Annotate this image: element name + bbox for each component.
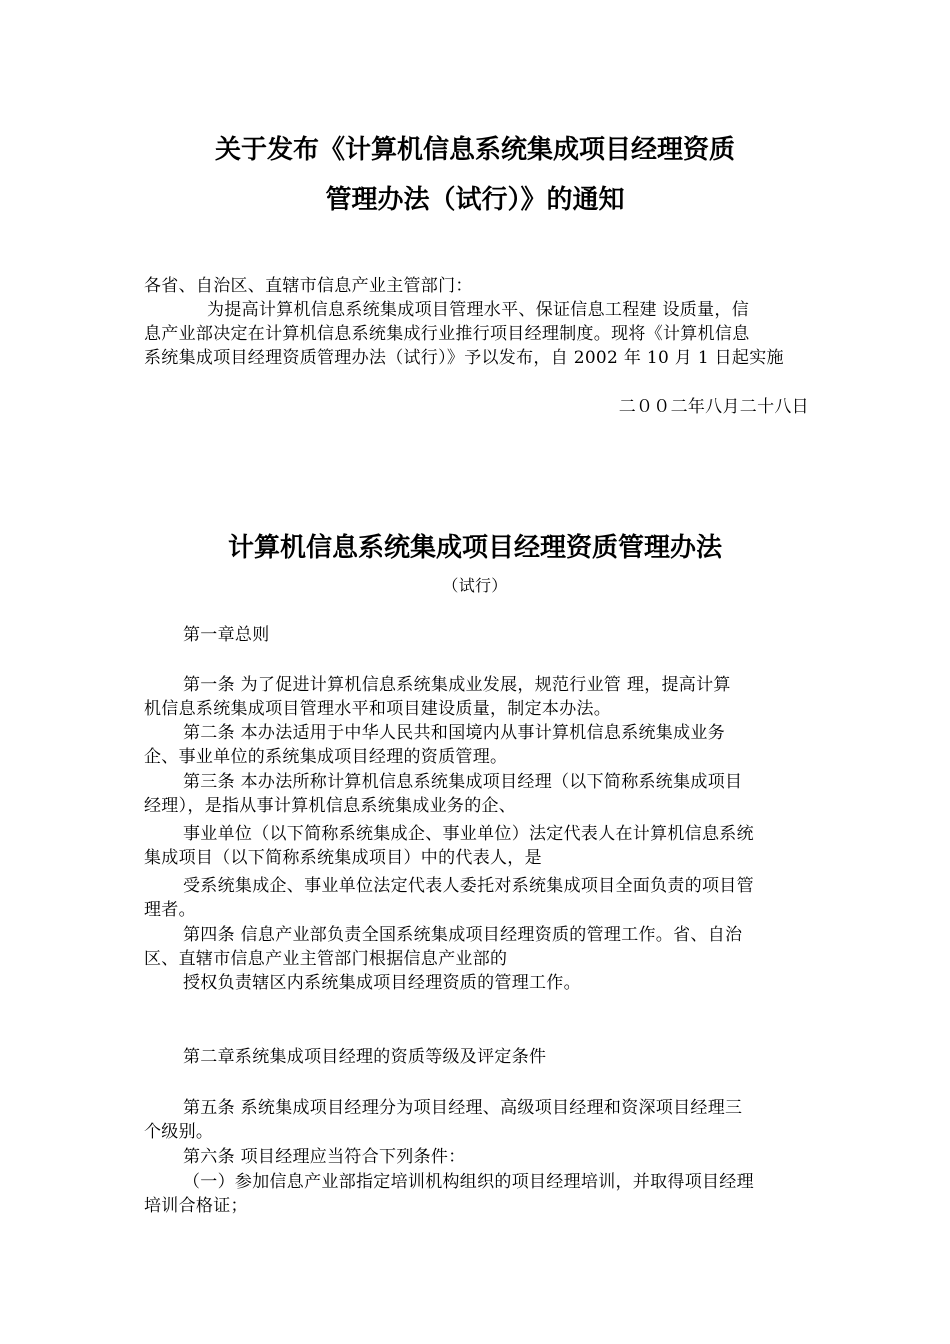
regulation-title: 计算机信息系统集成项目经理资质管理办法: [227, 533, 722, 563]
regulation-subtitle: （试行）: [442, 576, 508, 595]
article-line: 授权负责辖区内系统集成项目经理资质的管理工作。: [183, 973, 581, 993]
article-line: 事业单位（以下简称系统集成企、事业单位）法定代表人在计算机信息系统: [183, 824, 754, 844]
notice-date: 二００二年八月二十八日: [618, 397, 809, 417]
article-line: 理者。: [144, 900, 196, 920]
article-line: 经理），是指从事计算机信息系统集成业务的企、: [144, 796, 517, 816]
article-line: 企、事业单位的系统集成项目经理的资质管理。: [144, 747, 508, 767]
notice-body-line: 系统集成项目经理资质管理办法（试行）》予以发布，自 2002 年 10 月 1 日起实施: [144, 348, 784, 368]
chapter-heading: 第一章总则: [183, 625, 270, 645]
notice-body-line: 息产业部决定在计算机信息系统集成行业推行项目经理制度。现将《计算机信息: [144, 324, 750, 344]
article-line: 受系统集成企、事业单位法定代表人委托对系统集成项目全面负责的项目管: [183, 876, 754, 896]
chapter-heading: 第二章系统集成项目经理的资质等级及评定条件: [183, 1047, 547, 1067]
notice-title-line-2: 管理办法（试行）》的通知: [325, 185, 625, 215]
notice-title-line-1: 关于发布《计算机信息系统集成项目经理资质: [214, 135, 735, 165]
article-line: （一）参加信息产业部指定培训机构组织的项目经理培训，并取得项目经理: [183, 1172, 754, 1192]
article-line: 第一条 为了促进计算机信息系统集成业发展，规范行业管 理，提高计算: [183, 675, 731, 695]
article-line: 个级别。: [144, 1122, 214, 1142]
article-line: 第六条 项目经理应当符合下列条件：: [183, 1147, 466, 1167]
article-line: 第二条 本办法适用于中华人民共和国境内从事计算机信息系统集成业务: [183, 723, 726, 743]
article-line: 第五条 系统集成项目经理分为项目经理、高级项目经理和资深项目经理三: [183, 1098, 743, 1118]
article-line: 第四条 信息产业部负责全国系统集成项目经理资质的管理工作。省、自治: [183, 925, 743, 945]
article-line: 培训合格证；: [144, 1196, 248, 1216]
notice-salutation: 各省、自治区、直辖市信息产业主管部门：: [144, 276, 473, 296]
article-line: 机信息系统集成项目管理水平和项目建设质量，制定本办法。: [144, 699, 612, 719]
article-line: 第三条 本办法所称计算机信息系统集成项目经理（以下简称系统集成项目: [183, 772, 743, 792]
article-line: 区、直辖市信息产业主管部门根据信息产业部的: [144, 949, 508, 969]
article-line: 集成项目（以下简称系统集成项目）中的代表人，是: [144, 848, 542, 868]
notice-body-line: 为提高计算机信息系统集成项目管理水平、保证信息工程建 设质量，信: [207, 300, 750, 320]
